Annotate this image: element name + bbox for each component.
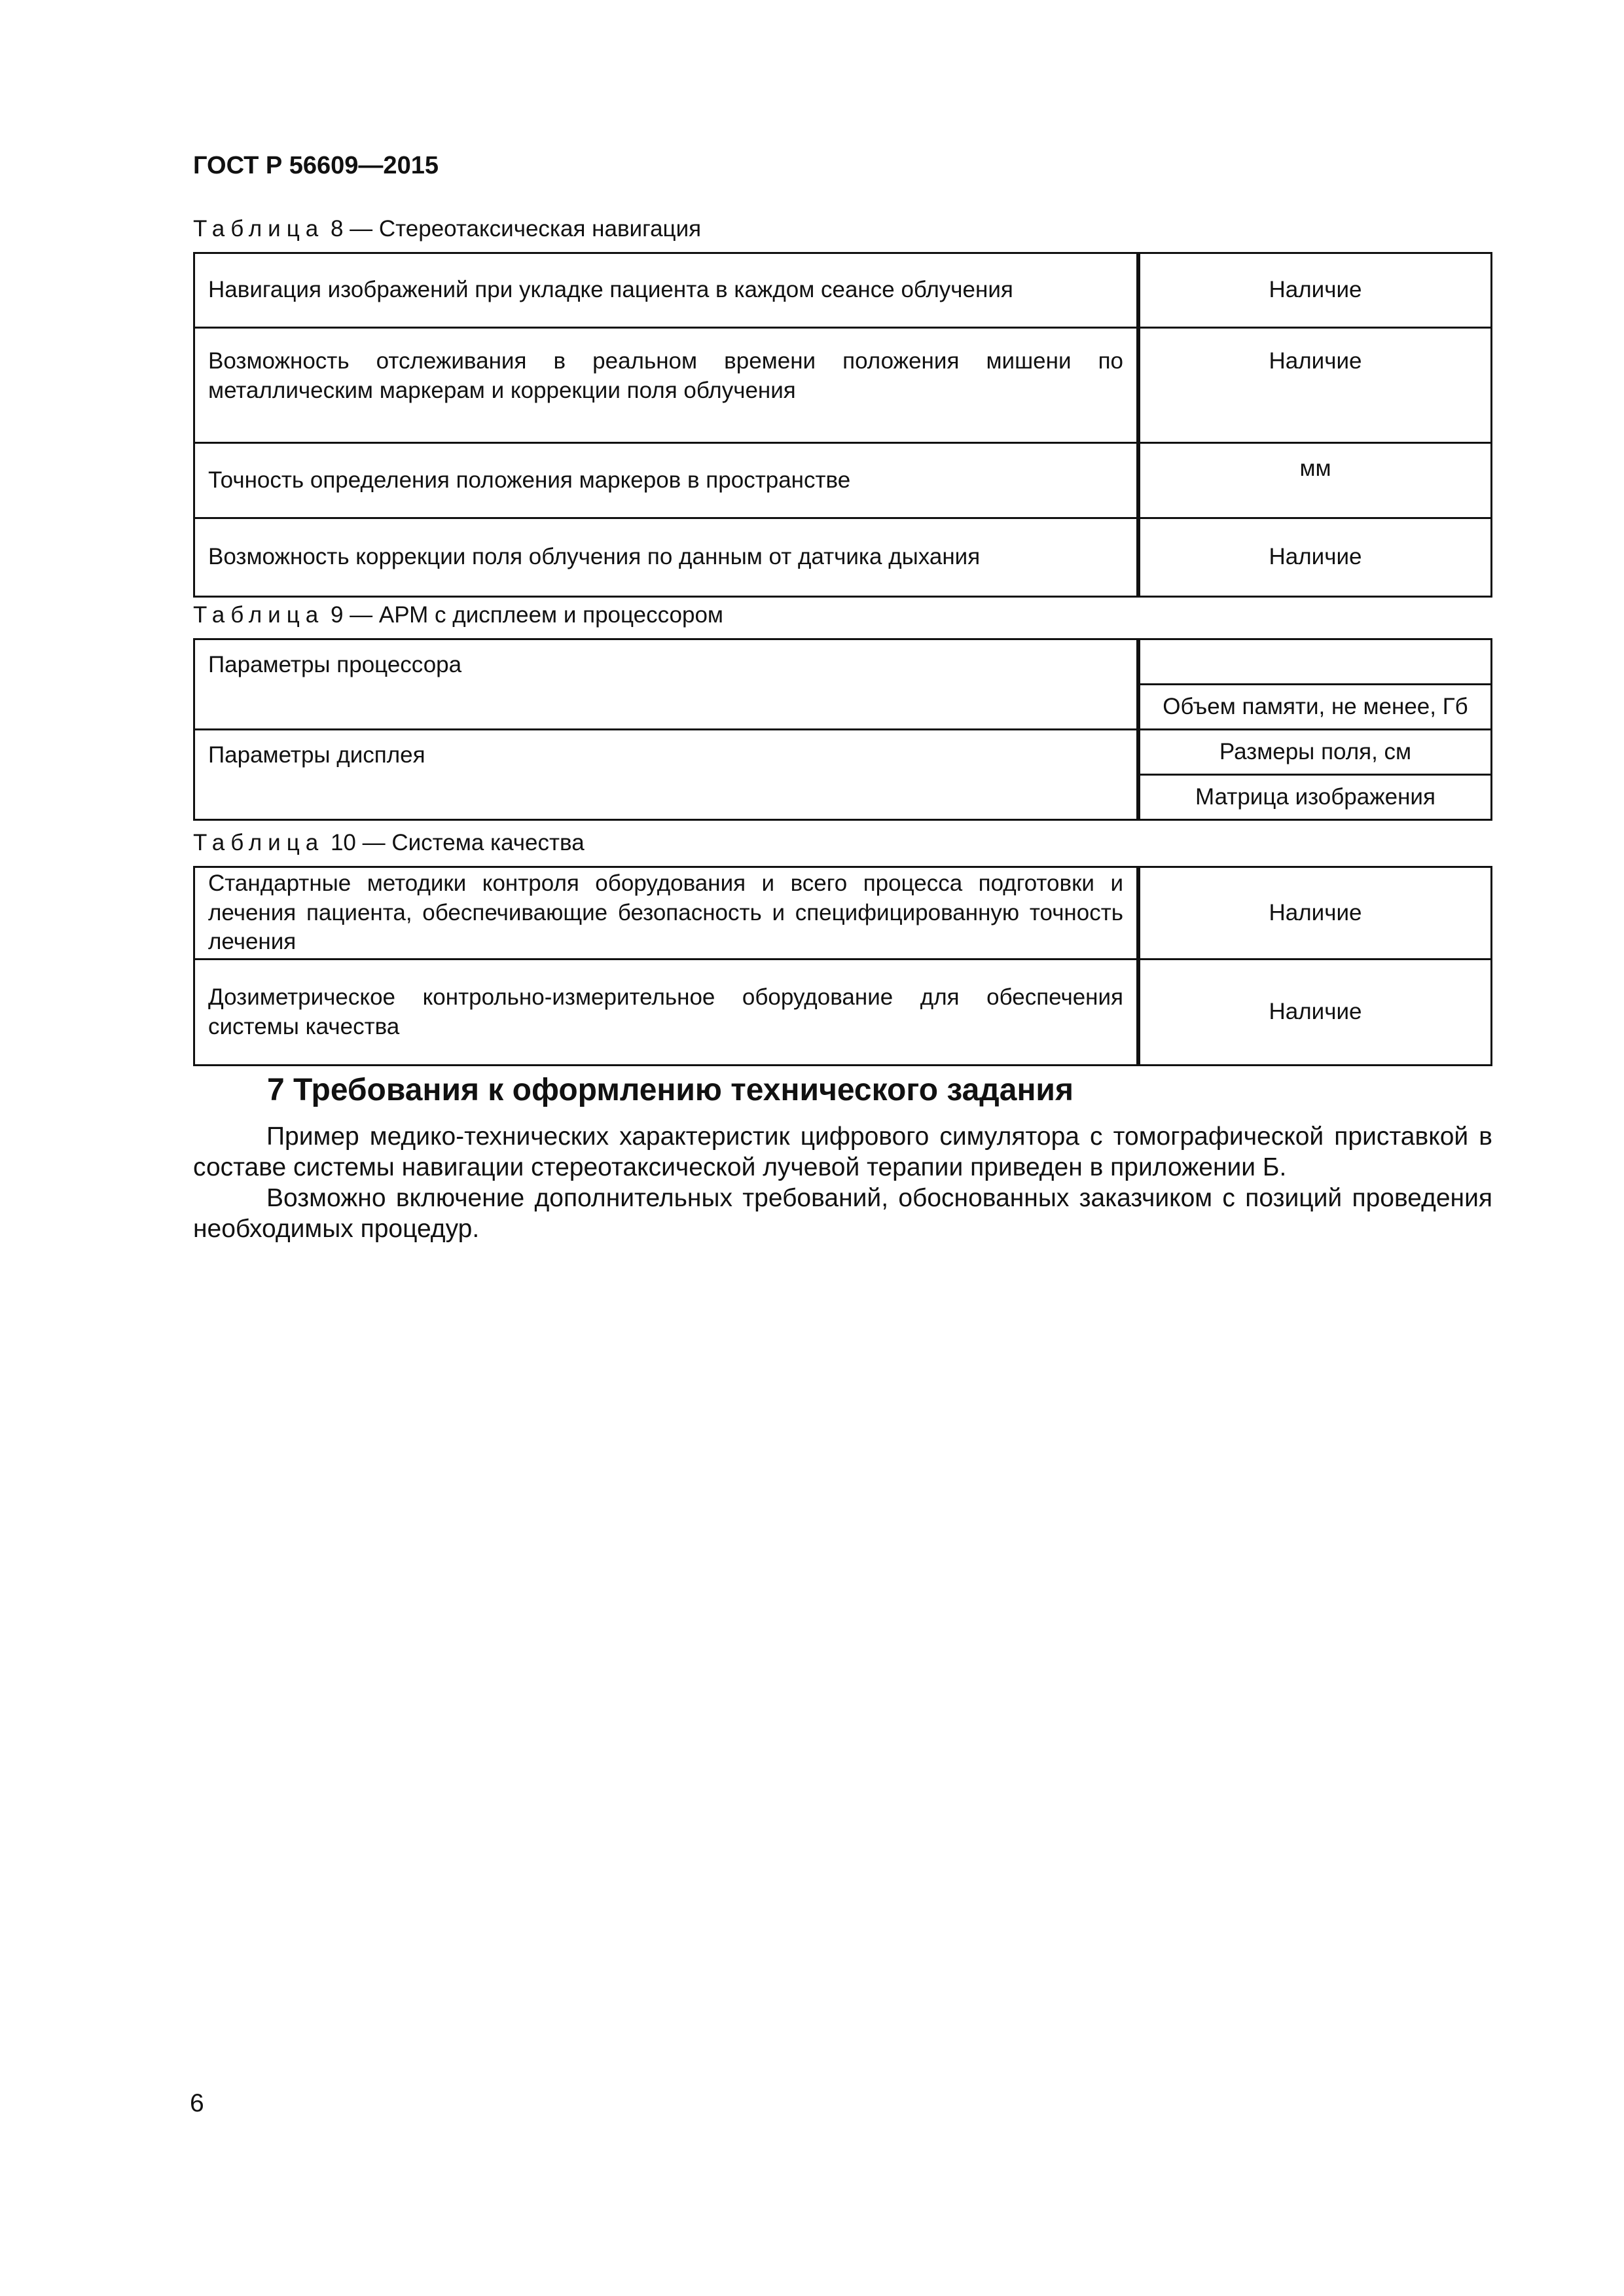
table-row xyxy=(194,730,1492,775)
table8-row2-value: Наличие xyxy=(1138,328,1492,443)
table9-processor-sub1 xyxy=(1138,639,1492,685)
table-row xyxy=(194,253,1492,328)
table9-matrix-cell: Матрица изображения xyxy=(1138,775,1492,820)
table10-caption-title: 10 — Система качества xyxy=(324,830,585,855)
table10-caption-word: Таблица xyxy=(193,830,325,855)
table8-row3-value: мм xyxy=(1138,443,1492,518)
table9-caption-title: 9 — АРМ с дисплеем и процессором xyxy=(324,602,723,628)
table10-caption xyxy=(193,830,585,856)
table9-caption-word: Таблица xyxy=(193,602,325,628)
table-row xyxy=(194,639,1492,685)
table9-memory-cell: Объем памяти, не менее, Гб xyxy=(1138,685,1492,730)
table-row xyxy=(194,328,1492,443)
table9 xyxy=(193,638,1492,821)
table8-row3-param: Точность определения положения маркеров в пространстве xyxy=(194,443,1139,518)
table10 xyxy=(193,866,1492,1066)
table-row xyxy=(194,960,1492,1066)
table9-field-size-cell: Размеры поля, см xyxy=(1138,730,1492,775)
table9-caption xyxy=(193,602,723,628)
table10-row1-value: Наличие xyxy=(1138,867,1492,960)
table8-row1-param: Навигация изображений при укладке пациента в каждом сеансе облучения xyxy=(194,253,1139,328)
table8-caption-title: 8 — Стереотаксическая навигация xyxy=(324,216,702,242)
section-paragraph-1: Пример медико-технических характеристик цифрового симулятора с томографической приставкой в составе системы навигации стереотаксической лучевой терапии приведен в приложении Б. xyxy=(193,1122,1492,1181)
section-paragraph-2: Возможно включение дополнительных требований, обоснованных заказчиком с позиций проведения необходимых процедур. xyxy=(193,1184,1492,1243)
table8-caption xyxy=(193,216,701,242)
table10-row2-value: Наличие xyxy=(1138,960,1492,1066)
table8-row1-value: Наличие xyxy=(1138,253,1492,328)
table8-row4-param: Возможность коррекции поля облучения по данным от датчика дыхания xyxy=(194,518,1139,597)
table8 xyxy=(193,252,1492,598)
document-header: ГОСТ Р 56609—2015 xyxy=(193,152,439,179)
page-number: 6 xyxy=(190,2089,204,2117)
table8-row4-value: Наличие xyxy=(1138,518,1492,597)
table8-row2-param: Возможность отслеживания в реальном времени положения мишени по металлическим маркерам и коррекции поля облучения xyxy=(194,328,1139,443)
table8-caption-word: Таблица xyxy=(193,216,325,242)
table-row xyxy=(194,867,1492,960)
table9-processor-label: Параметры процессора xyxy=(194,639,1139,730)
table10-row2-param: Дозиметрическое контрольно-измерительное оборудование для обеспечения системы качества xyxy=(194,960,1139,1066)
table-row xyxy=(194,443,1492,518)
table10-row1-param: Стандартные методики контроля оборудования и всего процесса подготовки и лечения пациента, обеспечивающие безопасность и специфицированную точность лечения xyxy=(194,867,1139,960)
table-row xyxy=(194,518,1492,597)
section-heading: 7 Требования к оформлению технического задания xyxy=(267,1073,1074,1107)
table9-display-label: Параметры дисплея xyxy=(194,730,1139,820)
